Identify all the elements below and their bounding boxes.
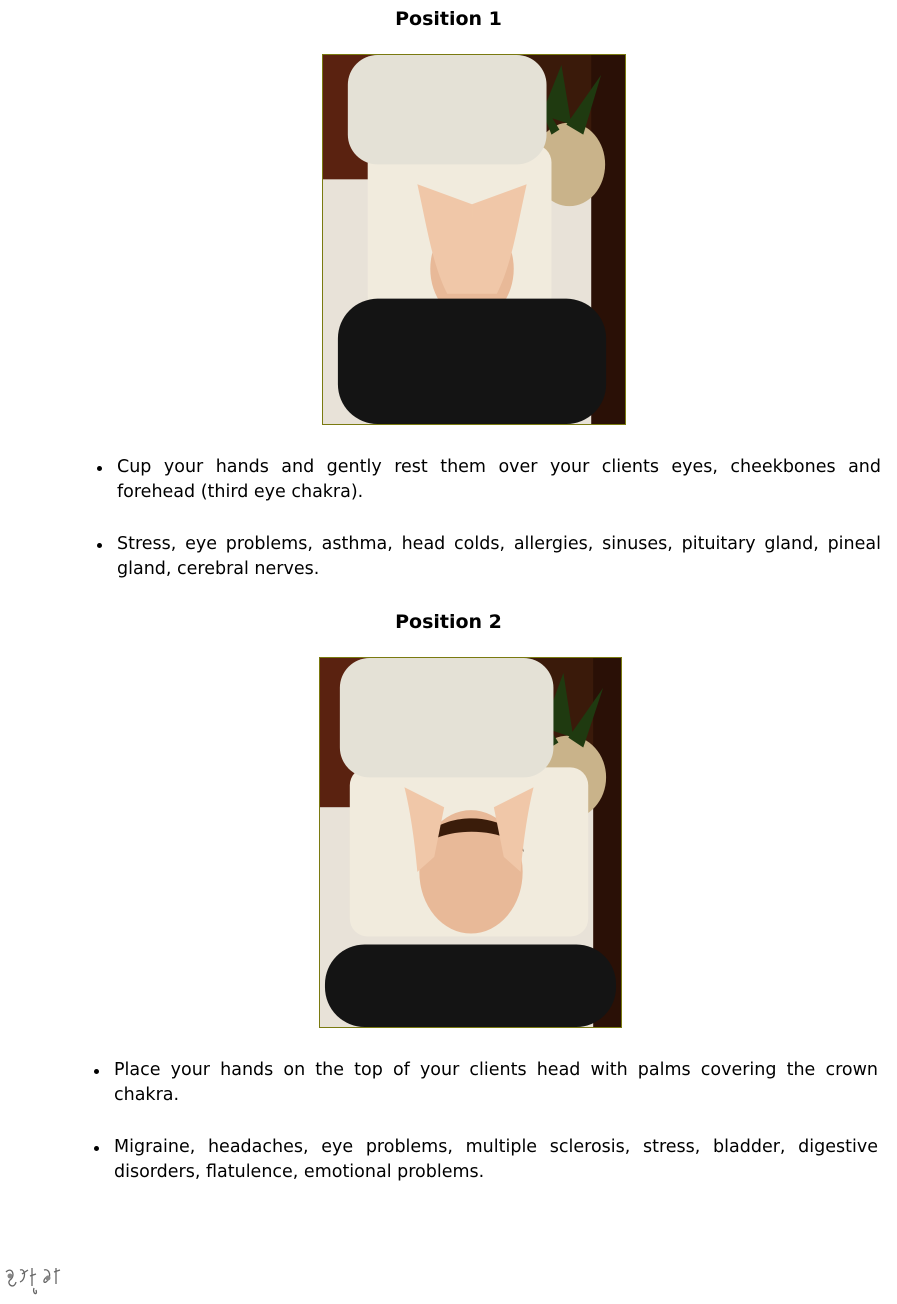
position-2-bullet-list (92, 1058, 878, 1212)
section-title-position-2: Position 2 (395, 611, 502, 633)
list-item: Place your hands on the top of your clients head with palms covering the crown chakra. (92, 1058, 878, 1108)
position-1-bullet-list (95, 455, 881, 609)
list-item: Stress, eye problems, asthma, head colds, allergies, sinuses, pituitary gland, pineal gland, cerebral nerves. (95, 532, 881, 582)
decorative-script-logo-icon (4, 1262, 64, 1300)
reiki-hands-on-crown-photo (319, 657, 622, 1028)
reiki-hands-over-eyes-photo (322, 54, 626, 425)
section-title-position-1: Position 1 (395, 8, 502, 30)
list-item: Cup your hands and gently rest them over your clients eyes, cheekbones and forehead (third eye chakra). (95, 455, 881, 505)
list-item: Migraine, headaches, eye problems, multiple sclerosis, stress, bladder, digestive disorders, flatulence, emotional problems. (92, 1135, 878, 1185)
